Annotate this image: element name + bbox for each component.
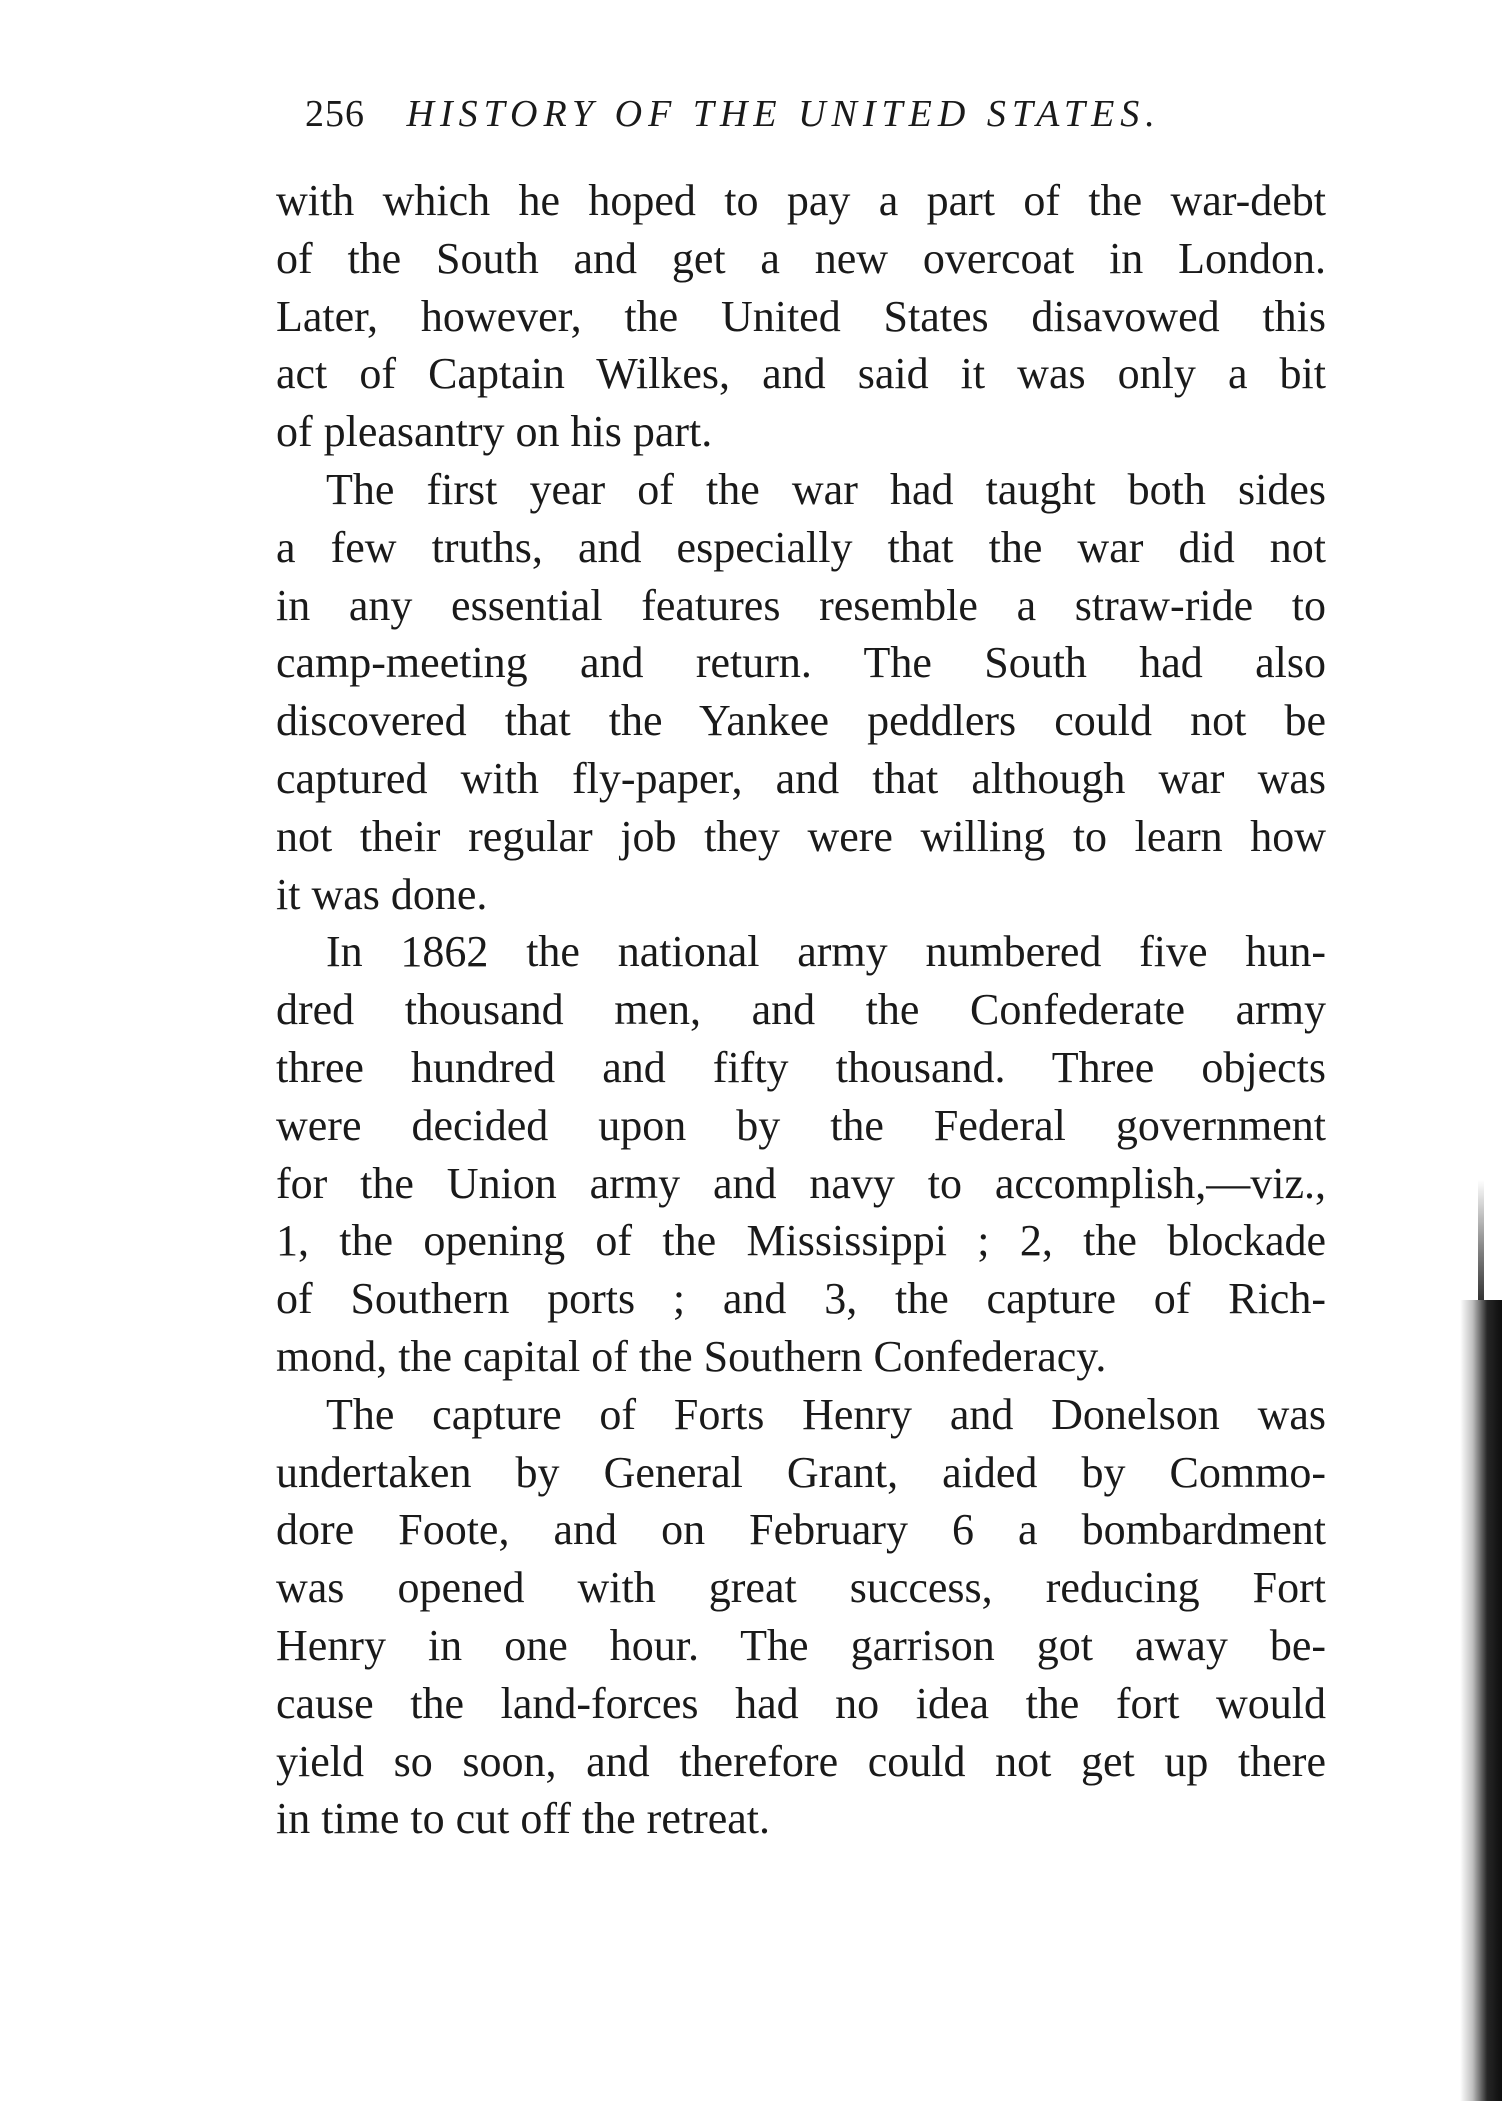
text-line: in any essential features resemble a straw-ride to (276, 580, 1326, 630)
text-line: three hundred and fifty thousand. Three objects (276, 1042, 1326, 1092)
text-line: it was done. (276, 869, 488, 919)
scan-edge-mark (1478, 1180, 1484, 1300)
text-line: not their regular job they were willing to learn how (276, 811, 1326, 861)
text-line: camp-meeting and return. The South had also (276, 638, 1326, 688)
text-line: mond, the capital of the Southern Confederacy. (276, 1331, 1107, 1381)
page-number: 256 (305, 93, 365, 135)
running-head (305, 88, 1325, 140)
text-line: of Southern ports ; and 3, the capture of Rich- (276, 1274, 1326, 1324)
text-line: act of Captain Wilkes, and said it was only a bit (276, 349, 1326, 399)
scan-edge-shadow (1460, 1300, 1502, 2101)
text-line: in time to cut off the retreat. (276, 1794, 771, 1844)
text-line: for the Union army and navy to accomplish,—viz., (276, 1158, 1326, 1208)
text-line: Later, however, the United States disavowed this (276, 291, 1326, 341)
text-line: 1, the opening of the Mississippi ; 2, the blockade (276, 1216, 1326, 1266)
text-line: The first year of the war had taught both sides (326, 464, 1326, 514)
text-line: was opened with great success, reducing Fort (276, 1563, 1326, 1613)
body-text (276, 172, 1326, 1848)
text-line: discovered that the Yankee peddlers could not be (276, 696, 1326, 746)
text-line: of pleasantry on his part. (276, 407, 713, 457)
text-line: In 1862 the national army numbered five hun- (326, 927, 1326, 977)
text-line: undertaken by General Grant, aided by Commo- (276, 1447, 1326, 1497)
running-title: HISTORY OF THE UNITED STATES. (406, 93, 1161, 135)
text-line: with which he hoped to pay a part of the war-debt (276, 176, 1326, 225)
text-line: of the South and get a new overcoat in London. (276, 233, 1326, 283)
text-line: a few truths, and especially that the war did not (276, 522, 1326, 572)
text-line: captured with fly-paper, and that although war was (276, 753, 1326, 803)
text-line: were decided upon by the Federal government (276, 1100, 1326, 1150)
text-line: dore Foote, and on February 6 a bombardment (276, 1505, 1326, 1555)
text-line: Henry in one hour. The garrison got away be- (276, 1620, 1326, 1670)
text-line: dred thousand men, and the Confederate army (276, 985, 1326, 1035)
text-line: The capture of Forts Henry and Donelson was (326, 1389, 1326, 1439)
text-line: cause the land-forces had no idea the fort would (276, 1678, 1326, 1728)
text-line: yield so soon, and therefore could not get up there (276, 1736, 1326, 1786)
